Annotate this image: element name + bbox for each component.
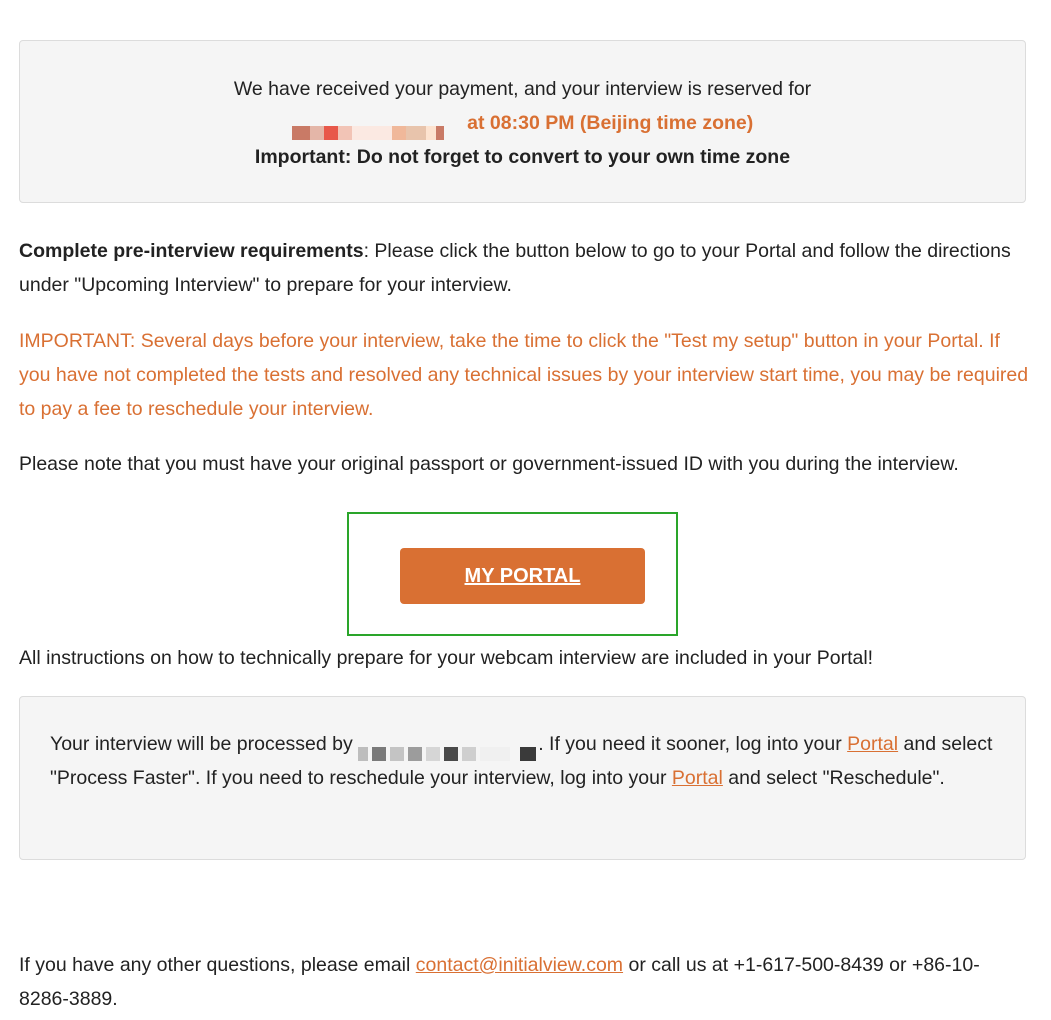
requirements-text: : Please click the button below to go to your Portal and follow the directions under "Upcoming Interview" to prepare for your interview. bbox=[19, 240, 1011, 296]
requirements-paragraph bbox=[19, 234, 1029, 302]
portal-link-process-faster[interactable]: Portal bbox=[847, 733, 899, 755]
instructions-note: All instructions on how to technically prepare for your webcam interview are included in your Portal! bbox=[19, 647, 874, 669]
my-portal-button[interactable]: MY PORTAL bbox=[400, 548, 645, 604]
reservation-time-line bbox=[20, 106, 1025, 140]
redacted-date bbox=[292, 117, 462, 131]
reservation-time: at 08:30 PM (Beijing time zone) bbox=[467, 112, 754, 134]
requirements-heading: Complete pre-interview requirements bbox=[19, 240, 364, 262]
processing-middle: . If you need it sooner, log into your bbox=[538, 733, 842, 755]
reservation-notice-box bbox=[19, 40, 1026, 203]
processing-text bbox=[50, 727, 1010, 795]
redacted-processing-date bbox=[358, 738, 538, 752]
processing-after-link2: and select "Reschedule". bbox=[728, 767, 945, 789]
contact-suffix: or call us at +1-617-500-8439 or +86-10-8286-3889. bbox=[19, 954, 980, 1010]
contact-prefix: If you have any other questions, please email bbox=[19, 954, 411, 976]
contact-paragraph bbox=[19, 948, 1029, 1016]
timezone-warning: Important: Do not forget to convert to your own time zone bbox=[254, 146, 791, 168]
important-warning: IMPORTANT: Several days before your interview, take the time to click the "Test my setup" button in your Portal. If you have not completed the tests and resolved any technical issues by your interview start time, you may be required to pay a fee to reschedule your interview. bbox=[19, 330, 1029, 420]
processing-info-box bbox=[19, 696, 1026, 860]
portal-link-reschedule[interactable]: Portal bbox=[671, 767, 723, 789]
processing-after-link1: and select "Process Faster". If you need to reschedule your interview, log into your bbox=[50, 733, 993, 789]
reservation-line-1: We have received your payment, and your interview is reserved for bbox=[233, 78, 812, 100]
processing-prefix: Your interview will be processed by bbox=[50, 733, 353, 755]
passport-note: Please note that you must have your original passport or government-issued ID with you during the interview. bbox=[19, 453, 959, 475]
contact-email-link[interactable]: contact@initialview.com bbox=[415, 954, 624, 976]
